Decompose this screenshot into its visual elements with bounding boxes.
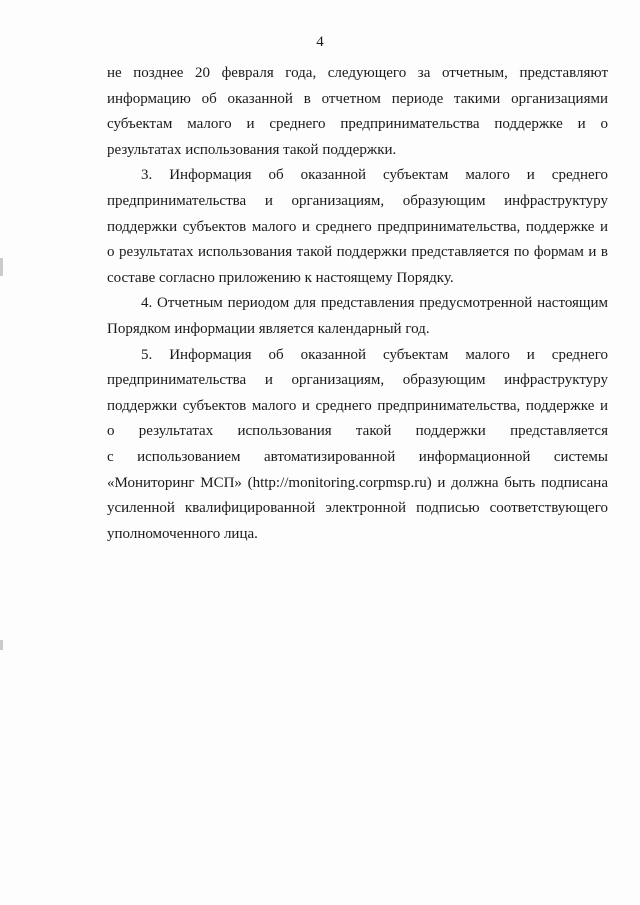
text-line: с использованием автоматизированной информационной системы (107, 448, 608, 465)
text-line: поддержки субъектов малого и среднего предпринимательства, поддержке и (107, 218, 608, 235)
scan-mark (0, 640, 3, 650)
text-line: 3. Информация об оказанной субъектам малого и среднего (141, 167, 608, 184)
text-line: субъектам малого и среднего предпринимательства поддержке и о (107, 116, 608, 133)
text-line: 4. Отчетным периодом для представления предусмотренной настоящим (141, 295, 608, 312)
document-body (107, 61, 608, 547)
text-line: не позднее 20 февраля года, следующего за отчетным, представляют (107, 65, 608, 81)
text-line: о результатах использования такой поддержки представляется (107, 423, 608, 440)
text-line: предпринимательства и организациям, образующим инфраструктуру (107, 372, 608, 389)
scan-mark (0, 258, 3, 276)
text-line: результатах использования такой поддержки. (107, 141, 397, 158)
page-number: 4 (316, 34, 324, 50)
text-line: усиленной квалифицированной электронной подписью соответствующего (107, 500, 608, 517)
text-line: поддержки субъектов малого и среднего предпринимательства, поддержке и (107, 397, 608, 414)
text-line: предпринимательства и организациям, образующим инфраструктуру (107, 192, 608, 209)
text-line: составе согласно приложению к настоящему Порядку. (107, 269, 454, 286)
text-line: информацию об оказанной в отчетном периоде такими организациями (107, 90, 608, 107)
text-line: Порядком информации является календарный год. (107, 320, 430, 337)
text-line: «Мониторинг МСП» (http://monitoring.corpmsp.ru) и должна быть подписана (107, 474, 608, 491)
text-line: 5. Информация об оказанной субъектам малого и среднего (141, 346, 608, 363)
text-line: о результатах использования такой поддержки представляется по формам и в (107, 244, 608, 261)
text-line: уполномоченного лица. (107, 525, 258, 542)
